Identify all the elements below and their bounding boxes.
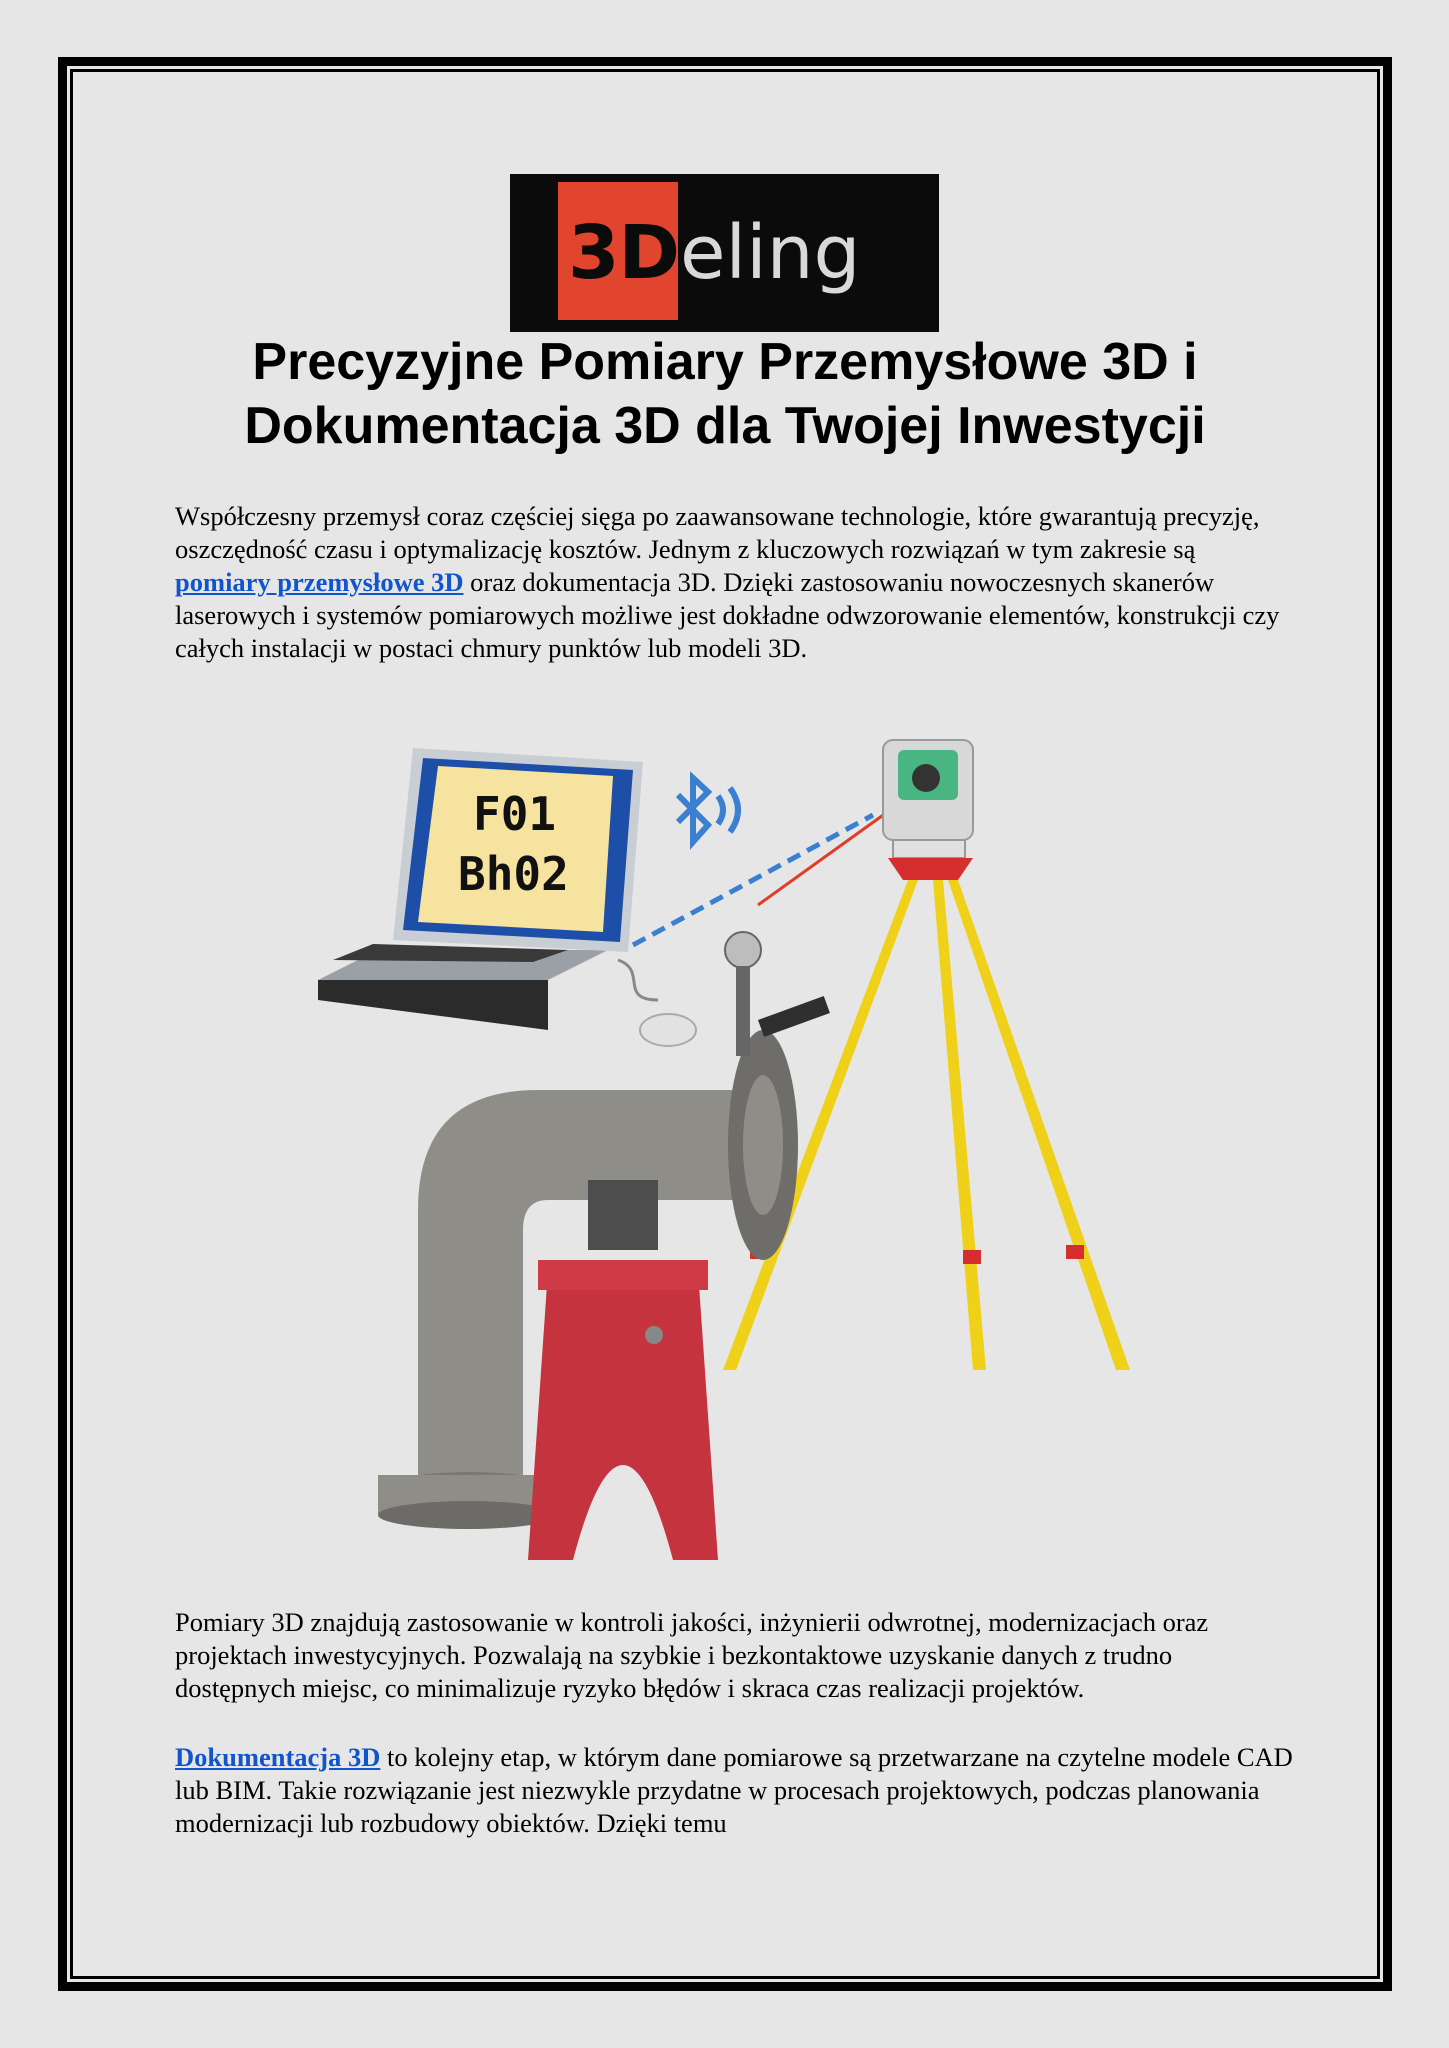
intro-text-end: oraz dokumentacja 3D. Dzięki zastosowaniu nowoczesnych skanerów laserowych i systemów pomiarowych możliwe jest dokładne odwzorowanie elementów, konstrukcji czy całych instalacji w postaci chmury punktów lub modeli 3D. [175,567,1280,663]
company-logo [510,174,939,332]
screen-label-1: F01 [473,787,557,841]
logo-3d-text: 3D [568,210,679,296]
measurement-illustration [318,730,1130,1572]
documentation-paragraph [175,1741,1295,1840]
bluetooth-icon [678,778,738,842]
industrial-measurements-link[interactable]: pomiary przemysłowe 3D [175,567,464,597]
intro-text-start: Współczesny przemysł coraz częściej sięga po zaawansowane technologie, które gwarantują precyzję, oszczędność czasu i optymalizację kosztów. Jednym z kluczowych rozwiązań w tym zakresie są [175,501,1260,564]
screen-label-2: Bh02 [458,847,569,901]
laptop-icon [318,748,696,1046]
intro-paragraph [175,500,1295,665]
total-station-icon [883,740,973,880]
applications-paragraph: Pomiary 3D znajdują zastosowanie w kontroli jakości, inżynierii odwrotnej, modernizacjach oraz projektach inwestycyjnych. Pozwalają na szybkie i bezkontaktowe uzyskanie danych z trudno dostępnych miejsc, co minimalizuje ryzyko błędów i skraca czas realizacji projektów. [175,1607,1209,1703]
probe-icon [725,932,830,1056]
logo-eling-text: eling [680,210,861,296]
page-title: Precyzyjne Pomiary Przemysłowe 3D i Dokumentacja 3D dla Twojej Inwestycji [244,333,1206,455]
documentation-3d-link[interactable]: Dokumentacja 3D [175,1742,381,1772]
documentation-text: to kolejny etap, w którym dane pomiarowe są przetwarzane na czytelne modele CAD lub BIM. Takie rozwiązanie jest niezwykle przydatne w procesach projektowych, podczas planowania modernizacji lub rozbudowy obiektów. Dzięki temu [175,1742,1293,1838]
pipe-stand-icon [528,1180,718,1560]
wireless-link-line [633,815,873,945]
